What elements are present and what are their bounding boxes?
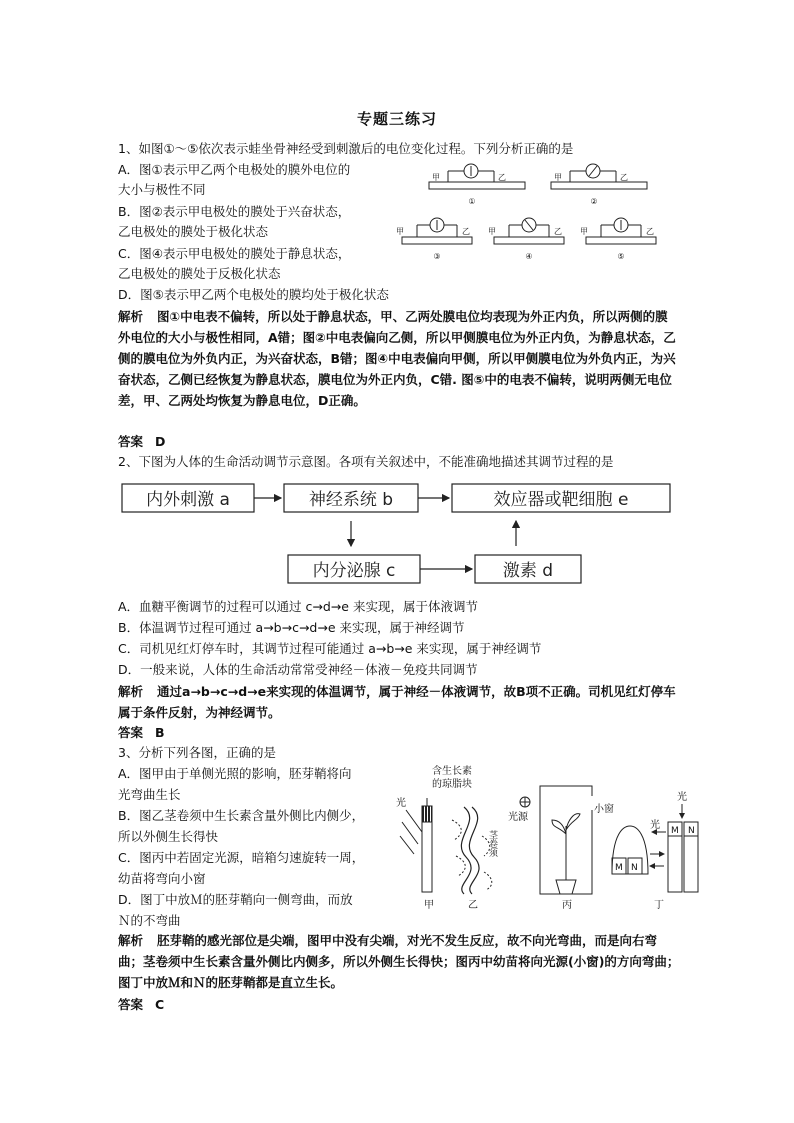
box-a-label: 内外刺激 a bbox=[146, 490, 230, 510]
box-e-label: 效应器或靶细胞 e bbox=[493, 490, 629, 510]
q2-answer-label: 答案 bbox=[118, 725, 144, 740]
m3-jia: 甲 bbox=[396, 227, 404, 236]
m4-yi: 乙 bbox=[554, 227, 562, 236]
q1-option-d: D．图⑤表示甲乙两个电极处的膜均处于极化状态 bbox=[118, 287, 389, 302]
caption-ding: 丁 bbox=[654, 900, 664, 911]
caption-bing: 丙 bbox=[562, 900, 572, 911]
m1-label: ① bbox=[468, 197, 476, 206]
q3-solution bbox=[118, 930, 680, 993]
light-label-ding: 光 bbox=[677, 792, 687, 803]
caption-yi: 乙 bbox=[468, 900, 478, 911]
figure-jia bbox=[400, 798, 432, 892]
meter-2 bbox=[551, 164, 647, 189]
m5-label: ⑤ bbox=[617, 252, 625, 261]
q1-option-b-cont: 乙电极处的膜处于极化状态 bbox=[118, 224, 269, 239]
q2-answer bbox=[118, 723, 165, 741]
q3-answer bbox=[118, 995, 164, 1013]
m1-jia: 甲 bbox=[432, 173, 440, 182]
figure-ding bbox=[612, 804, 698, 892]
m4-label: ④ bbox=[525, 252, 533, 261]
light-source-label: 光源 bbox=[508, 812, 528, 823]
q2-solution bbox=[118, 681, 680, 723]
label-m-2: M bbox=[671, 826, 679, 836]
light-label-ding-2: 光 bbox=[650, 820, 660, 831]
q3-option-d-cont: Ｎ的不弯曲 bbox=[118, 913, 181, 928]
m5-jia: 甲 bbox=[580, 227, 588, 236]
q2-solution-label: 解析 bbox=[118, 684, 144, 699]
box-d-label: 激素 d bbox=[502, 561, 554, 581]
label-n-2: N bbox=[688, 826, 695, 836]
q3-option-d: D．图丁中放Ｍ的胚芽鞘向一侧弯曲，而放 bbox=[118, 892, 353, 907]
caption-jia: 甲 bbox=[424, 900, 434, 911]
q3-solution-label: 解析 bbox=[118, 933, 144, 948]
q3-answer-label: 答案 bbox=[118, 997, 144, 1012]
q1-solution bbox=[118, 306, 680, 411]
q1-option-c: C．图④表示甲电极处的膜处于静息状态， bbox=[118, 246, 351, 261]
label-m-1: M bbox=[615, 863, 623, 873]
q1-solution-text: 图①中电表不偏转，所以处于静息状态，甲、乙两处膜电位均表现为外正内负，所以两侧的膜外电位的大小与极性相同，A错；图②中电表偏向乙侧，所以甲侧膜电位为外正内负，为静息状态，乙侧的膜电位为外负内正，为兴奋状态，B错；图④中电表偏向甲侧，所以甲侧膜电位为外负内正，为兴奋状态，乙侧已经恢复为静息状态，膜电位为外正内负，C错. 图⑤中的电表不偏转，说明两侧无电位差，甲、乙两处均恢复为静息电位，D正确。 bbox=[118, 309, 676, 408]
q1-option-a-cont: 大小与极性不同 bbox=[118, 182, 206, 197]
m1-yi: 乙 bbox=[498, 173, 506, 182]
q3-option-b-cont: 所以外侧生长得快 bbox=[118, 829, 219, 844]
meter-1 bbox=[429, 164, 525, 189]
q3-option-c: C．图丙中若固定光源，暗箱匀速旋转一周， bbox=[118, 850, 365, 865]
agar-label-1: 含生长素 bbox=[432, 766, 472, 777]
q3-plant-figure bbox=[392, 762, 712, 912]
box-c-label: 内分泌腺 c bbox=[312, 561, 396, 581]
q1-meter-figure bbox=[392, 162, 662, 266]
box-b-label: 神经系统 b bbox=[308, 490, 394, 510]
q1-stem: 1、如图①～⑤依次表示蛙坐骨神经受到刺激后的电位变化过程。下列分析正确的是 bbox=[118, 141, 574, 156]
m4-jia: 甲 bbox=[488, 227, 496, 236]
label-n-1: N bbox=[631, 863, 638, 873]
m3-label: ③ bbox=[433, 252, 441, 261]
q1-option-c-cont: 乙电极处的膜处于反极化状态 bbox=[118, 266, 281, 281]
q1-option-a: A．图①表示甲乙两个电极处的膜外电位的 bbox=[118, 162, 351, 177]
m2-label: ② bbox=[590, 197, 598, 206]
q2-stem: 2、下图为人体的生命活动调节示意图。各项有关叙述中，不能准确地描述其调节过程的是 bbox=[118, 454, 614, 469]
q1-option-b: B．图②表示甲电极处的膜处于兴奋状态， bbox=[118, 204, 351, 219]
window-label: 小窗 bbox=[594, 804, 614, 815]
page-title: 专题三练习 bbox=[356, 110, 437, 128]
q2-option-d: D．一般来说，人体的生命活动常常受神经－体液－免疫共同调节 bbox=[118, 662, 478, 677]
q1-solution-label: 解析 bbox=[118, 309, 144, 324]
q2-option-b: B．体温调节过程可通过 a→b→c→d→e 来实现，属于神经调节 bbox=[118, 620, 465, 635]
agar-block bbox=[422, 806, 432, 822]
q2-option-a: A．血糖平衡调节的过程可以通过 c→d→e 来实现，属于体液调节 bbox=[118, 599, 478, 614]
q2-answer-value: B bbox=[155, 725, 165, 740]
q2-solution-text: 通过a→b→c→d→e来实现的体温调节，属于神经－体液调节，故B项不正确。司机见红灯停车属于条件反射，为神经调节。 bbox=[118, 684, 676, 720]
m2-jia: 甲 bbox=[554, 173, 562, 182]
q2-flow-diagram bbox=[118, 478, 678, 588]
q1-answer-label: 答案 bbox=[118, 434, 144, 449]
figure-bing bbox=[520, 786, 592, 894]
q2-option-c: C．司机见红灯停车时，其调节过程可能通过 a→b→e 来实现，属于神经调节 bbox=[118, 641, 542, 656]
q3-stem: 3、分析下列各图，正确的是 bbox=[118, 745, 276, 760]
q3-answer-value: C bbox=[155, 997, 165, 1012]
q3-option-a-cont: 光弯曲生长 bbox=[118, 787, 181, 802]
q3-option-a: A．图甲由于单侧光照的影响，胚芽鞘将向 bbox=[118, 766, 352, 781]
q3-option-c-cont: 幼苗将弯向小窗 bbox=[118, 871, 206, 886]
m3-yi: 乙 bbox=[462, 227, 470, 236]
light-label-jia: 光 bbox=[396, 798, 406, 809]
figure-yi bbox=[452, 807, 492, 894]
m2-yi: 乙 bbox=[620, 173, 628, 182]
tendril-label: 茎卷须 bbox=[487, 830, 497, 857]
q3-option-b: B．图乙茎卷须中生长素含量外侧比内侧少， bbox=[118, 808, 365, 823]
q3-solution-text: 胚芽鞘的感光部位是尖端，图甲中没有尖端，对光不发生反应，故不向光弯曲，而是向右弯曲；茎卷须中生长素含量外侧比内侧多，所以外侧生长得快；图丙中幼苗将向光源(小窗)的方向弯曲；图丁中放Ｍ和Ｎ的胚芽鞘都是直立生长。 bbox=[118, 933, 680, 990]
agar-label-2: 的琼脂块 bbox=[432, 779, 472, 790]
q1-answer-value: D bbox=[155, 434, 166, 449]
m5-yi: 乙 bbox=[646, 227, 654, 236]
q1-answer bbox=[118, 432, 165, 450]
